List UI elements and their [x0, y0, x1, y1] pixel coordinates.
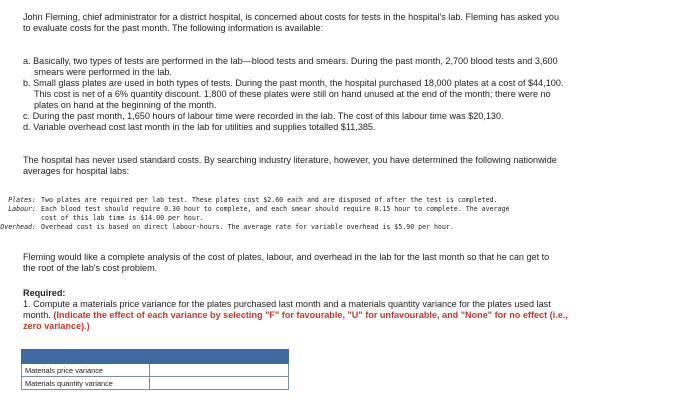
item-b-line-2: This cost is net of a 6% quantity discount. 1,800 of these plates were still on hand unused at the end of the month; there were no: [34, 89, 551, 99]
item-b-line-1: b. Small glass plates are used in both types of tests. During the past month, the hospital purchased 18,000 plates at a cost of $44,100.: [23, 78, 564, 88]
materials-price-variance-input[interactable]: [150, 364, 289, 377]
table-row-materials-quantity-variance: [22, 377, 289, 390]
answer-table-header: [22, 350, 289, 364]
item-c: c. During the past month, 1,650 hours of labour time were recorded in the lab. The cost of this labour time was $20,130.: [23, 111, 504, 121]
standard-labour-cont: [0, 214, 204, 223]
labour-label: Labour:: [8, 205, 36, 213]
standard-labour: [0, 205, 509, 214]
overhead-label: Overhead:: [0, 223, 36, 231]
header-cell-label: [22, 350, 150, 364]
item-b-line-3: plates on hand at the beginning of the month.: [34, 100, 217, 110]
labour-text-2: cost of this lab time is $14.00 per hour.: [41, 214, 204, 222]
request-line-2: the root of the lab's cost problem.: [23, 263, 158, 273]
table-row-materials-price-variance: [22, 364, 289, 377]
intro-line-2: to evaluate costs for the past month. The following information is available:: [23, 23, 324, 33]
plates-label: Plates:: [8, 196, 36, 204]
required-question-line-1: 1. Compute a materials price variance for the plates purchased last month and a materials quantity variance for the plates used last: [23, 299, 551, 309]
materials-quantity-variance-label: Materials quantity variance: [22, 377, 150, 390]
standard-plates: [0, 196, 498, 205]
plates-text: Two plates are required per lab test. These plates cost $2.60 each and are disposed of after the test is completed.: [41, 196, 498, 204]
header-cell-value: [150, 350, 289, 364]
standards-intro-line-2: averages for hospital labs:: [23, 166, 130, 176]
required-question-month: month.: [23, 310, 51, 320]
materials-quantity-variance-input[interactable]: [150, 377, 289, 390]
intro-line-1: John Fleming, chief administrator for a district hospital, is concerned about costs for tests in the hospital's lab. Fleming has asked you: [23, 12, 560, 22]
required-instruction-2: zero variance).): [23, 321, 90, 331]
required-instruction-1: (Indicate the effect of each variance by selecting "F" for favourable, "U" for unfavourable, and "None" for no effect (i.e.,: [53, 310, 568, 320]
required-heading: Required:: [23, 288, 66, 298]
standards-intro-line-1: The hospital has never used standard costs. By searching industry literature, however, you have determined the following nationwide: [23, 155, 557, 165]
request-line-1: Fleming would like a complete analysis of the cost of plates, labour, and overhead in the lab for the last month so that he can get to: [23, 252, 550, 262]
materials-price-variance-label: Materials price variance: [22, 364, 150, 377]
required-question-line-2: [23, 310, 568, 321]
answer-table: [21, 349, 289, 390]
labour-text-1: Each blood test should require 0.30 hour to complete, and each smear should require 0.15 hour to complete. The average: [41, 205, 510, 213]
item-a-line-2: smears were performed in the lab.: [34, 67, 172, 77]
item-a-line-1: a. Basically, two types of tests are performed in the lab—blood tests and smears. During the past month, 2,700 blood tests and 3,600: [23, 56, 558, 66]
item-d: d. Variable overhead cost last month in the lab for utilities and supplies totalled $11,385.: [23, 122, 376, 132]
overhead-text: Overhead cost is based on direct labour-hours. The average rate for variable overhead is $5.90 per hour.: [41, 223, 454, 231]
standard-overhead: [0, 223, 454, 232]
